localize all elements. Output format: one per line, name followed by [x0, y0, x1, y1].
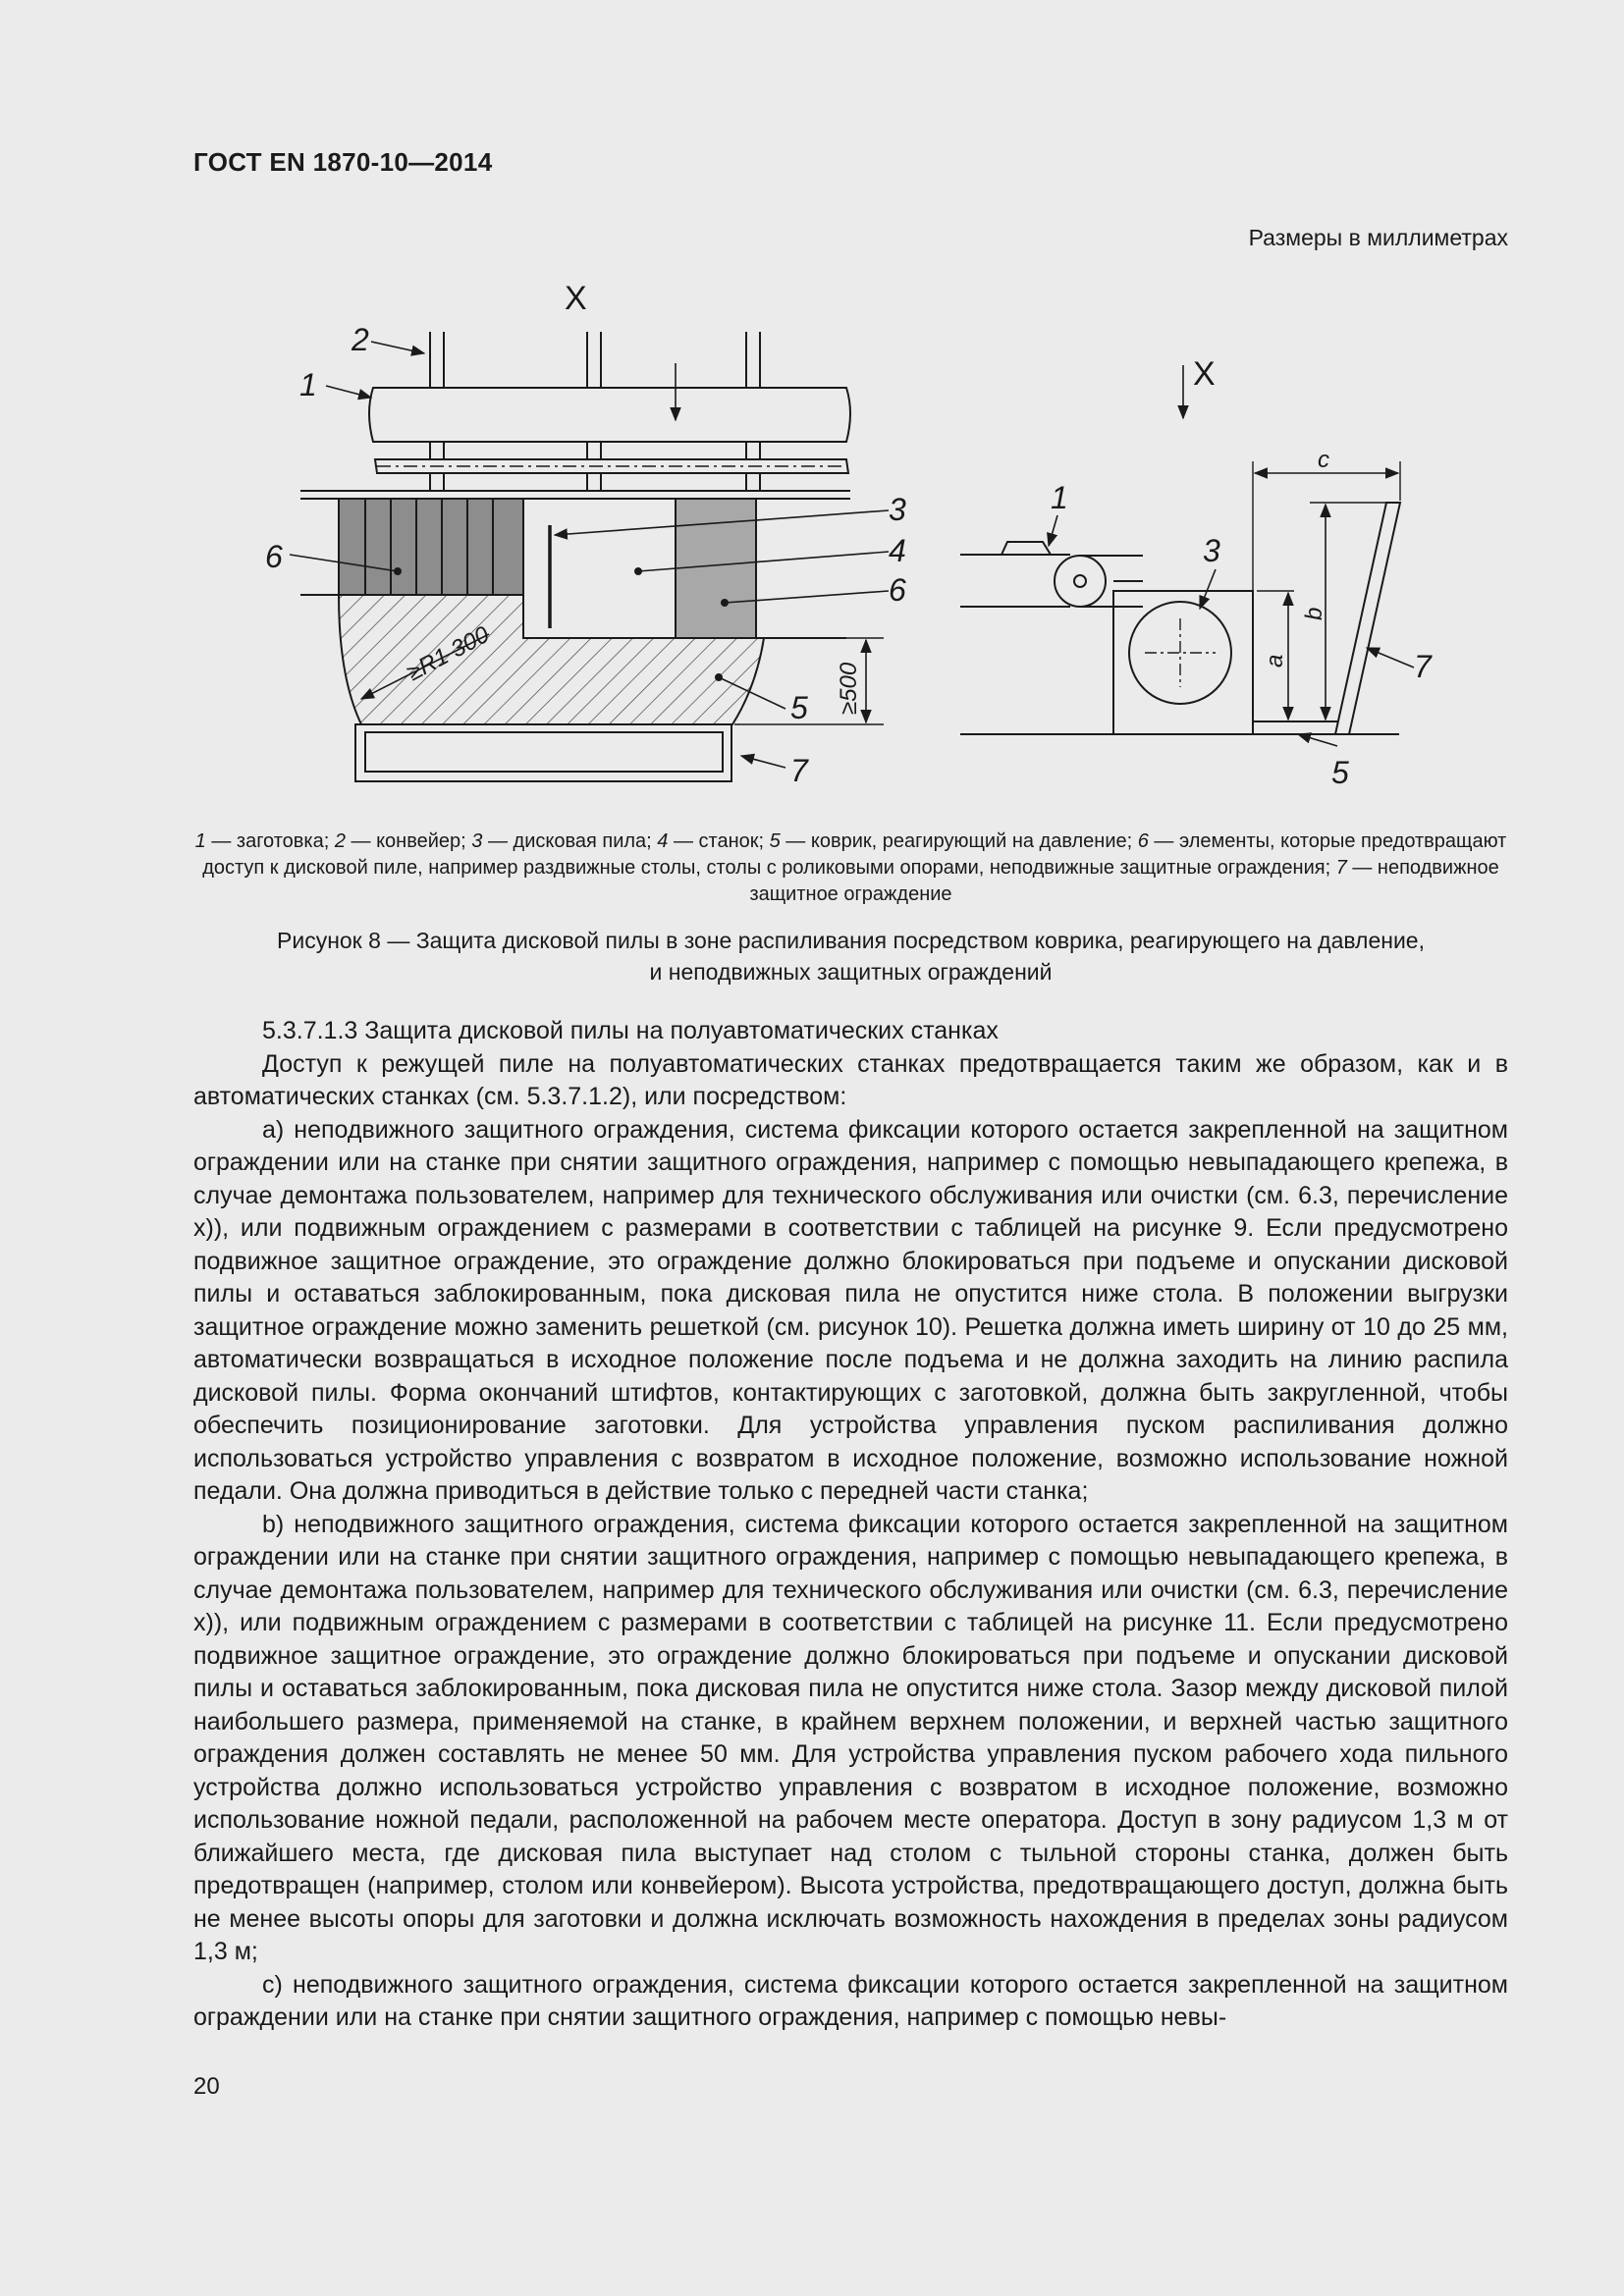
- label-x-right: X: [1193, 355, 1216, 393]
- label-6-left: 6: [265, 539, 283, 574]
- dim-c: c: [1318, 447, 1329, 473]
- label-4: 4: [889, 533, 906, 568]
- label-2: 2: [352, 322, 369, 357]
- dim-height: ≥500: [836, 662, 862, 715]
- dim-radius: ≥R1 300: [403, 620, 494, 687]
- label-6-right: 6: [889, 572, 906, 608]
- paragraph-intro: Доступ к режущей пиле на полуавтоматических станках предотвращается таким же образом, как и в автоматических станках (см. 5.3.7.1.2), или посредством:: [193, 1049, 1508, 1110]
- paragraph-b: b) неподвижного защитного ограждения, система фиксации которого остается закрепленной на защитном ограждении или на станке при снятии защитного ограждения, например с помощью невыпадающего крепежа, в случае демонтажа пользователем, например для технического обслуживания или очистки (см. 6.3, перечисление x)), или подвижным ограждением с размерами в соответствии с таблицей на рисунке 11. Если предусмотрено подвижное защитное ограждение, это ограждение должно блокироваться при подъеме и опускании дисковой пилы и оставаться заблокированным, пока дисковая пила не опустится ниже стола. Зазор между дисковой пилой наибольшего размера, применяемой на станке, в крайнем верхнем положении, и верхней частью защитного ограждения должен составлять не менее 50 мм. Для устройства управления пуском рабочего хода пильного устройства должно использоваться устройство управления с возвратом в исходное положение, возможно использование ножной педали, расположенной на рабочем месте оператора. Доступ в зону радиусом 1,3 м от ближайшего места, где дисковая пила выступает над столом с тыльной стороны станка, должен быть предотвращен (например, столом или конвейером). Высота устройства, предотвращающего доступ, должна быть не менее высоты опоры для заготовки и должна исключать возможность нахождения в пределах зоны радиусом 1,3 м;: [193, 1510, 1508, 1965]
- paragraph-c: c) неподвижного защитного ограждения, система фиксации которого остается закрепленной на защитном ограждении или на станке при снятии защитного ограждения, например с помощью невы-: [193, 1970, 1508, 2031]
- label-7-right: 7: [1414, 649, 1432, 684]
- label-5-right: 5: [1331, 755, 1349, 790]
- label-1: 1: [299, 367, 317, 402]
- units-note: Размеры в миллиметрах: [1248, 225, 1508, 250]
- label-5: 5: [790, 690, 808, 725]
- figure-8-drawing: [0, 0, 1624, 815]
- section-heading: 5.3.7.1.3 Защита дисковой пилы на полуавтоматических станках: [262, 1017, 999, 1044]
- label-1-right: 1: [1051, 480, 1068, 515]
- figure-legend: 1 — заготовка; 2 — конвейер; 3 — дисковая пила; 4 — станок; 5 — коврик, реагирующий на давление; 6 — элементы, которые предотвращают доступ к дисковой пиле, например раздвижные столы, столы с роликовыми опорами, неподвижные защитные ограждения; 7 — неподвижное защитное ограждение: [194, 830, 1507, 905]
- label-x-left: X: [565, 280, 587, 317]
- dim-b: b: [1301, 607, 1327, 620]
- label-3: 3: [889, 492, 906, 527]
- label-3-right: 3: [1203, 533, 1220, 568]
- dim-a: a: [1262, 654, 1288, 667]
- document-header: ГОСТ EN 1870-10—2014: [193, 147, 493, 177]
- body-text: [193, 1015, 1508, 2035]
- page-number: 20: [193, 2073, 220, 2100]
- figure-caption: Рисунок 8 — Защита дисковой пилы в зоне распиливания посредством коврика, реагирующего на давление, и неподвижных защитных ограждений: [277, 928, 1425, 985]
- label-7: 7: [790, 753, 808, 788]
- paragraph-a: a) неподвижного защитного ограждения, система фиксации которого остается закрепленной на защитном ограждении или на станке при снятии защитного ограждения, например с помощью невыпадающего крепежа, в случае демонтажа пользователем, например для технического обслуживания или очистки (см. 6.3, перечисление x)), или подвижным ограждением с размерами в соответствии с таблицей на рисунке 9. Если предусмотрено подвижное защитное ограждение, это ограждение должно блокироваться при подъеме и опускании дисковой пилы и оставаться заблокированным, пока дисковая пила не опустится ниже стола. В положении выгрузки защитное ограждение можно заменить решеткой (см. рисунок 10). Решетка должна иметь ширину от 10 до 25 мм, автоматически возвращаться в исходное положение после подъема и не должна заходить на линию распила дисковой пилы. Форма окончаний штифтов, контактирующих с заготовкой, должна быть закругленной, чтобы обеспечить позиционирование заготовки. Для устройства управления пуском распиливания должно использоваться устройство управления с возвратом в исходное положение, возможно использование ножной педали. Она должна приводиться в действие только с передней части станка;: [193, 1115, 1508, 1505]
